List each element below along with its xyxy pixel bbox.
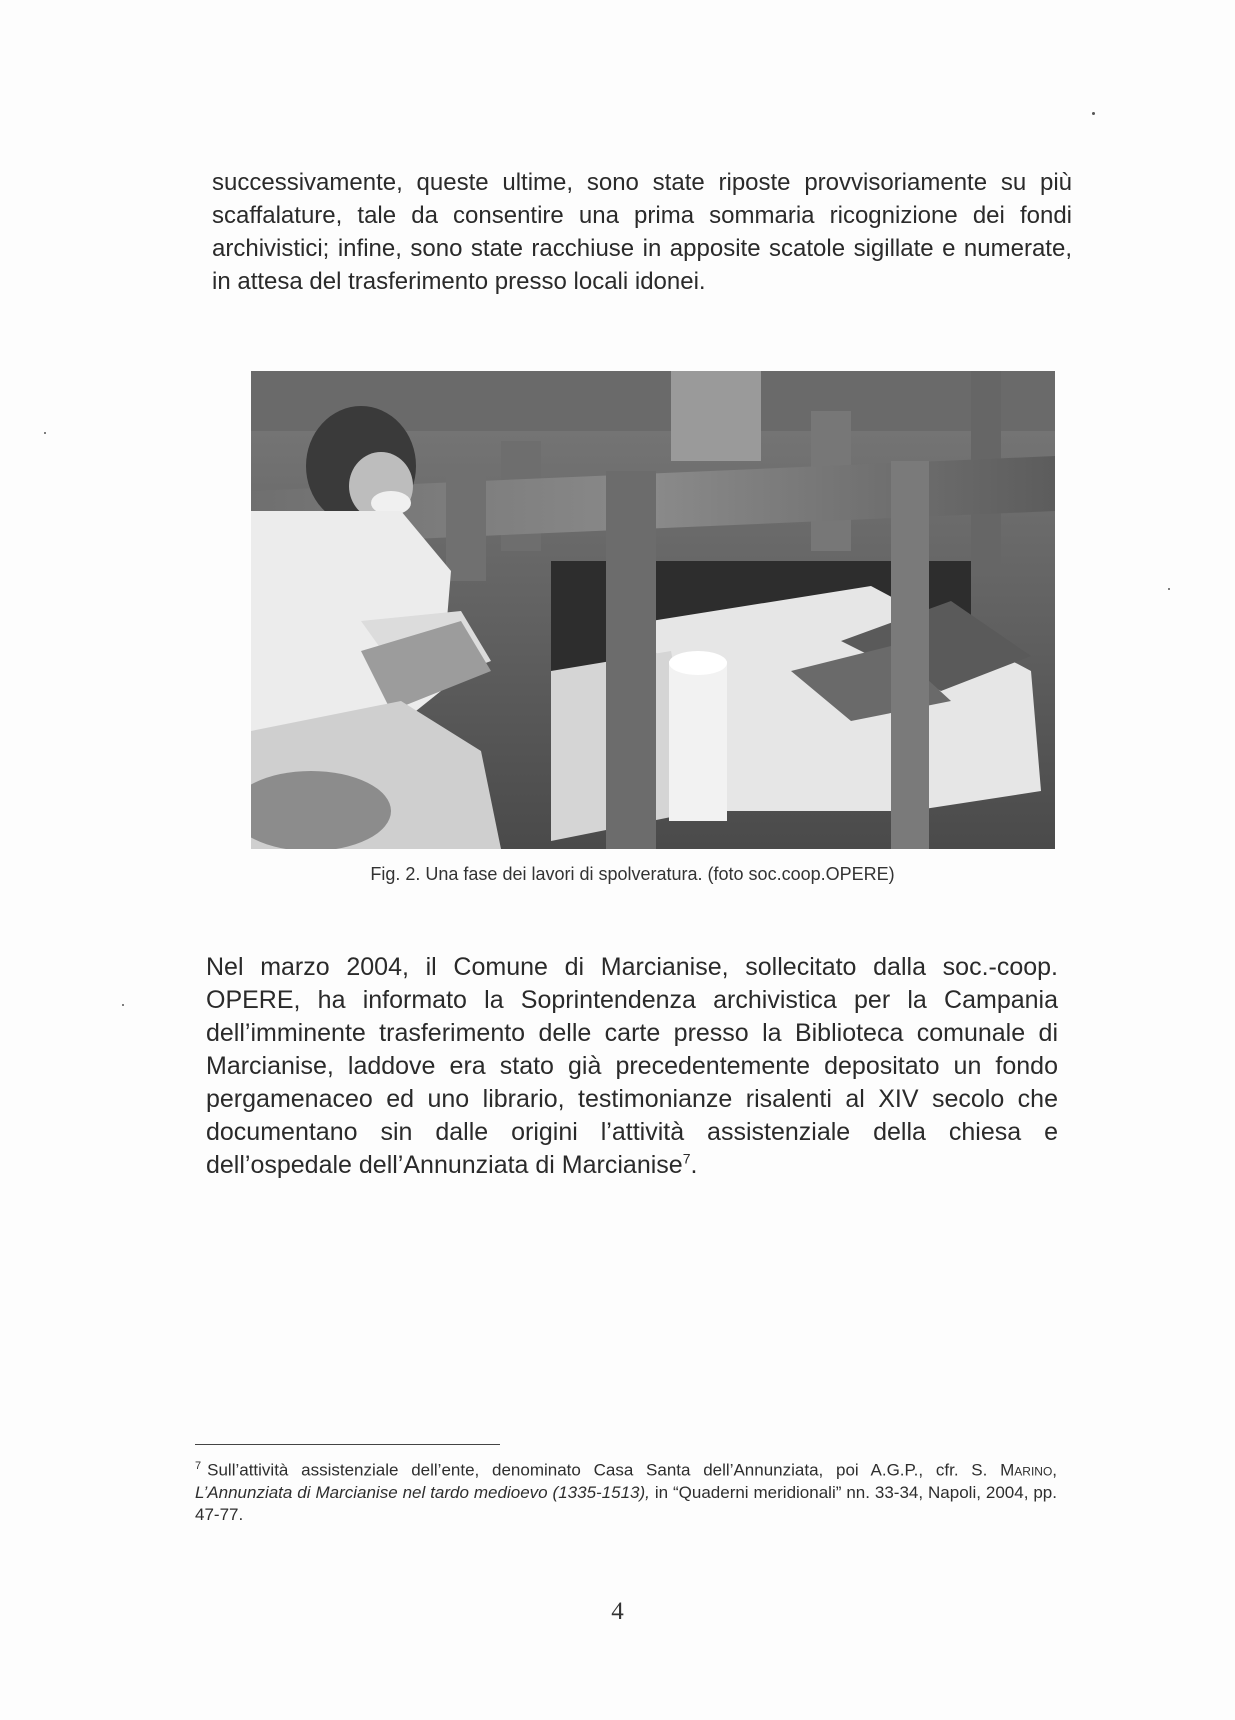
footnote-text-after: in “Quaderni meridionali” nn. 33-34, Napoli, 2004, pp. 47-77. bbox=[195, 1482, 1057, 1524]
footnote-reference: 7 bbox=[682, 1150, 691, 1167]
archive-photo-illustration bbox=[251, 371, 1055, 849]
page-number: 4 bbox=[611, 1598, 624, 1625]
body-paragraph-2 bbox=[206, 951, 1058, 1182]
footnote-separator bbox=[195, 1444, 500, 1445]
figure-caption-text: Fig. 2. Una fase dei lavori di spolveratura. (foto soc.coop.OPERE) bbox=[370, 864, 895, 884]
body-paragraph-2-text: Nel marzo 2004, il Comune di Marcianise, sollecitato dalla soc.-coop. OPERE, ha informato la Soprintendenza archivistica per la Campania dell’imminente trasferimento delle carte presso la Biblioteca comunale di Marcianise, laddove era stato già precedentemente depositato un fondo pergamenaceo ed uno librario, testimonianze risalenti al XIV secolo che documentano sin dalle origini l’attività assistenziale della chiesa e dell’ospedale dell’Annunziata di Marcianise bbox=[206, 953, 1058, 1179]
body-paragraph-2-end: . bbox=[690, 1151, 698, 1179]
scan-speck bbox=[1092, 112, 1095, 115]
body-paragraph-1: successivamente, queste ultime, sono state riposte provvisoriamente su più scaffalature, tale da consentire una prima sommaria ricognizione dei fondi archivistici; infine, sono state racchiuse in apposite scatole sigillate e numerate, in attesa del trasferimento presso locali idonei. bbox=[212, 169, 1072, 295]
footnote-number: 7 bbox=[195, 1460, 202, 1472]
footnote-7 bbox=[195, 1455, 1057, 1526]
figure-caption bbox=[0, 864, 1235, 885]
scan-speck bbox=[1168, 588, 1170, 590]
scan-speck bbox=[122, 1004, 124, 1006]
footnote-text-before: Sull’attività assistenziale dell’ente, denominato Casa Santa dell’Annunziata, poi A.G.P., cfr. S. bbox=[207, 1460, 1001, 1480]
footnote-author: Marino, bbox=[1000, 1460, 1057, 1480]
footnote-title: L’Annunziata di Marcianise nel tardo medioevo (1335-1513), bbox=[195, 1482, 650, 1502]
scan-speck bbox=[44, 432, 46, 434]
archive-photo bbox=[251, 371, 1055, 849]
